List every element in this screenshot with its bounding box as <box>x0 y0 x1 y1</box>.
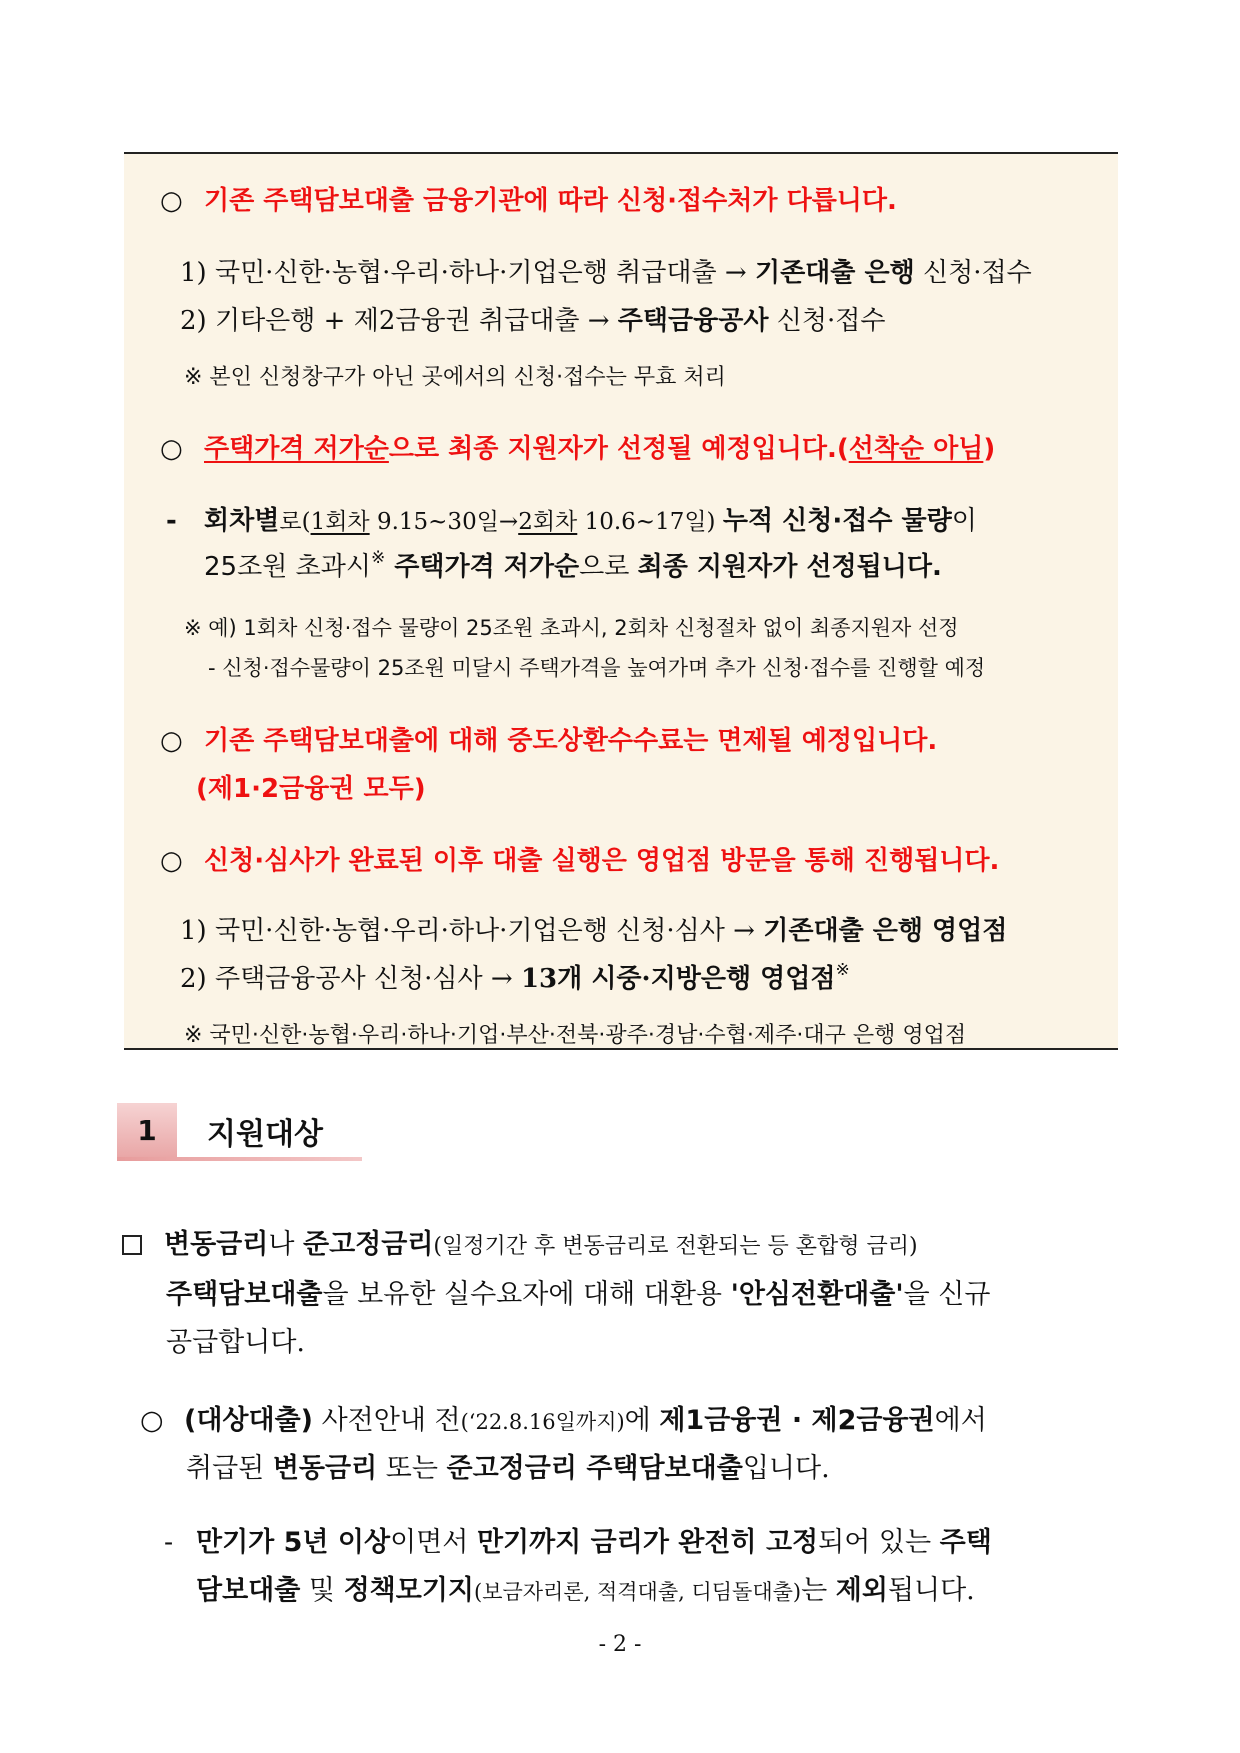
main-para-1-line-2: 주택담보대출을 보유한 실수요자에 대해 대환용 '안심전환대출'을 신규 <box>166 1279 991 1310</box>
main-para-3-line-1: - 만기가 5년 이상이면서 만기까지 금리가 완전히 고정되어 있는 주택 <box>164 1527 992 1558</box>
circle-bullet: ○ <box>160 434 183 464</box>
box-point-3: ○ 기존 주택담보대출에 대해 중도상환수수료는 면제될 예정입니다. <box>160 726 938 756</box>
section-header <box>117 1103 362 1161</box>
page-number: - 2 - <box>598 1632 642 1657</box>
circle-bullet: ○ <box>140 1405 164 1436</box>
box-point-2-note-2: - 신청·접수물량이 25조원 미달시 주택가격을 높여가며 추가 신청·접수를 진행할 예정 <box>208 656 986 680</box>
box-point-2-note-1: ※ 예) 1회차 신청·접수 물량이 25조원 초과시, 2회차 신청절차 없이 최종지원자 선정 <box>184 616 959 640</box>
box-point-4: ○ 신청·심사가 완료된 이후 대출 실행은 영업점 방문을 통해 진행됩니다. <box>160 846 1000 876</box>
box-point-4-item-2: 2) 주택금융공사 신청·심사 → 13개 시중·지방은행 영업점※ <box>180 960 850 994</box>
circle-bullet: ○ <box>160 186 183 216</box>
checkbox-bullet-icon <box>122 1235 142 1255</box>
circle-bullet: ○ <box>160 846 183 876</box>
box-point-4-note: ※ 국민·신한·농협·우리·하나·기업·부산·전북·광주·경남·수협·제주·대구 은행 영업점 <box>184 1023 967 1048</box>
box-point-2-sub-2: 25조원 초과시※ 주택가격 저가순으로 최종 지원자가 선정됩니다. <box>204 548 942 582</box>
section-underline <box>117 1157 362 1161</box>
main-para-1-line-3: 공급합니다. <box>166 1327 305 1358</box>
box-point-1-note: ※ 본인 신청창구가 아닌 곳에서의 신청·접수는 무효 처리 <box>184 365 726 390</box>
main-para-3-line-2: 담보대출 및 정책모기지(보금자리론, 적격대출, 디딤돌대출)는 제외됩니다. <box>196 1575 975 1606</box>
main-para-2-line-2: 취급된 변동금리 또는 준고정금리 주택담보대출입니다. <box>186 1453 830 1484</box>
main-para-2-line-1: ○ (대상대출) 사전안내 전(‘22.8.16일까지)에 제1금융권 · 제2금융권에서 <box>140 1405 987 1436</box>
section-number: 1 <box>117 1103 177 1157</box>
box-point-4-item-1: 1) 국민·신한·농협·우리·하나·기업은행 신청·심사 → 기존대출 은행 영업점 <box>180 916 1008 946</box>
main-para-1-line-1: 변동금리나 준고정금리(일정기간 후 변동금리로 전환되는 등 혼합형 금리) <box>122 1222 918 1261</box>
section-title: 지원대상 <box>207 1117 323 1152</box>
box-point-1-item-1: 1) 국민·신한·농협·우리·하나·기업은행 취급대출 → 기존대출 은행 신청·접수 <box>180 258 1032 288</box>
box-point-1: ○ 기존 주택담보대출 금융기관에 따라 신청·접수처가 다릅니다. <box>160 186 897 216</box>
box-point-2: ○ 주택가격 저가순으로 최종 지원자가 선정될 예정입니다.(선착순 아님) <box>160 434 996 464</box>
box-point-1-item-2: 2) 기타은행 + 제2금융권 취급대출 → 주택금융공사 신청·접수 <box>180 306 886 336</box>
box-point-2-sub-1: - 회차별로(1회차 9.15~30일→2회차 10.6~17일) 누적 신청·접수 물량이 <box>166 506 977 536</box>
box-point-3-line-2: (제1·2금융권 모두) <box>196 774 426 804</box>
circle-bullet: ○ <box>160 726 183 756</box>
